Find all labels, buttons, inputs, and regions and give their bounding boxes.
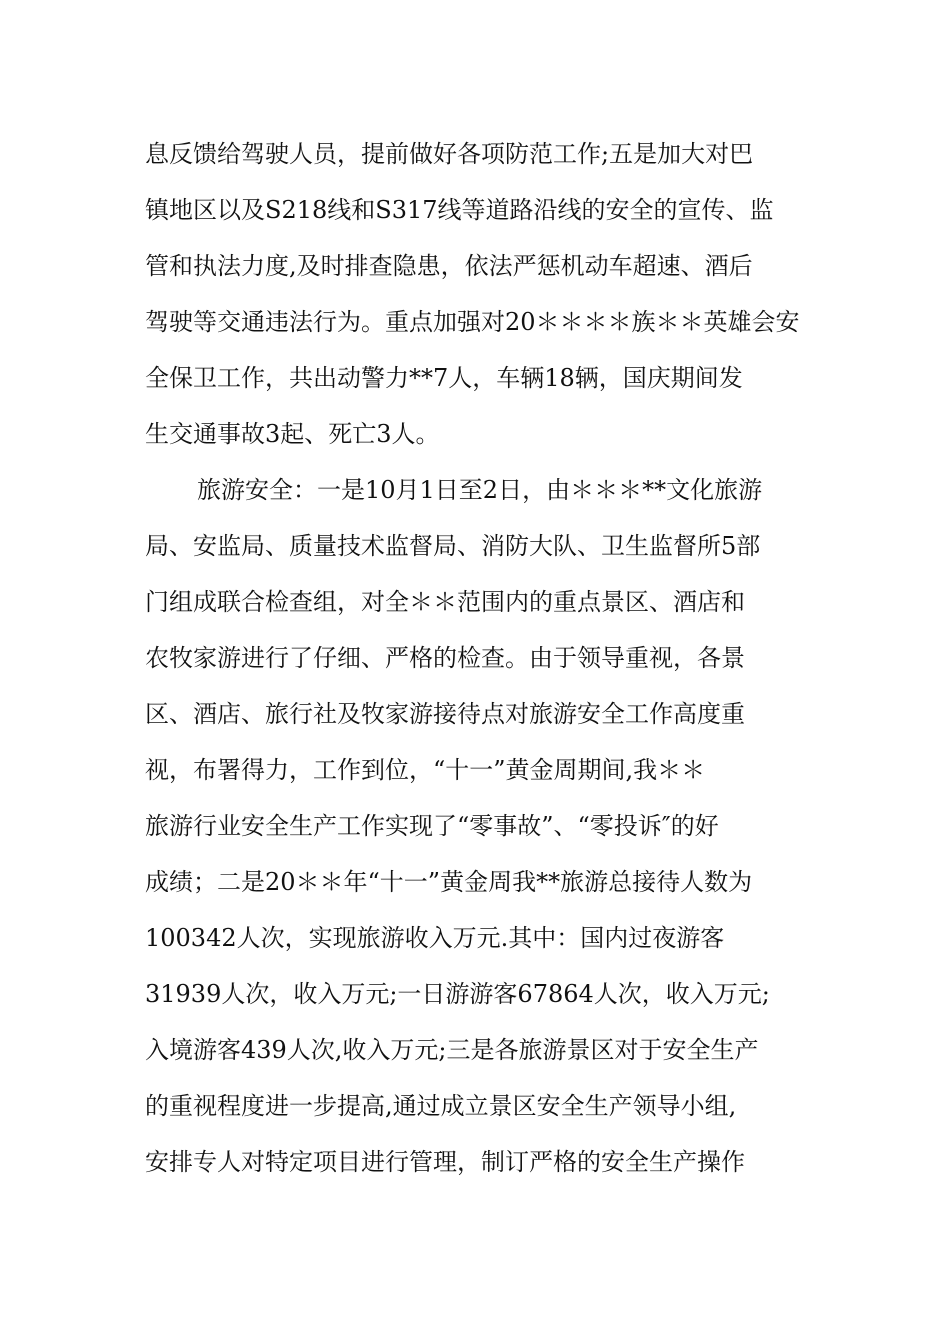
text-line: 区、酒店、旅行社及牧家游接待点对旅游安全工作高度重 xyxy=(145,700,745,728)
text-line: 入境游客439人次,收入万元;三是各旅游景区对于安全生产 xyxy=(145,1036,759,1064)
text-line: 生交通事故3起、死亡3人。 xyxy=(145,420,440,448)
text-line: 旅游安全：一是10月1日至2日，由＊＊＊**文化旅游 xyxy=(197,476,763,504)
paragraph-traffic-safety xyxy=(145,126,815,462)
text-line: 视，布署得力，工作到位，“十一”黄金周期间,我＊＊ xyxy=(145,756,706,784)
text-line: 100342人次，实现旅游收入万元.其中：国内过夜游客 xyxy=(145,924,725,952)
text-line: 管和执法力度,及时排查隐患，依法严惩机动车超速、酒后 xyxy=(145,252,753,280)
text-line: 农牧家游进行了仔细、严格的检查。由于领导重视，各景 xyxy=(145,644,745,672)
text-line: 旅游行业安全生产工作实现了“零事故”、“零投诉″的好 xyxy=(145,812,719,840)
text-line: 局、安监局、质量技术监督局、消防大队、卫生监督所5部 xyxy=(145,532,761,560)
text-line: 镇地区以及S218线和S317线等道路沿线的安全的宣传、监 xyxy=(145,196,774,224)
text-line: 全保卫工作，共出动警力**7人，车辆18辆，国庆期间发 xyxy=(145,364,743,392)
text-line: 驾驶等交通违法行为。重点加强对20＊＊＊＊族＊＊英雄会安 xyxy=(145,308,800,336)
paragraph-tourism-safety xyxy=(145,462,815,1190)
document-body xyxy=(145,126,815,1190)
text-line: 成绩；二是20＊＊年“十一”黄金周我**旅游总接待人数为 xyxy=(145,868,753,896)
text-line: 息反馈给驾驶人员，提前做好各项防范工作;五是加大对巴 xyxy=(145,140,754,168)
text-line: 安排专人对特定项目进行管理，制订严格的安全生产操作 xyxy=(145,1148,745,1176)
text-line: 31939人次，收入万元;一日游游客67864人次，收入万元; xyxy=(145,980,770,1008)
text-line: 门组成联合检查组，对全＊＊范围内的重点景区、酒店和 xyxy=(145,588,745,616)
text-line: 的重视程度进一步提高,通过成立景区安全生产领导小组, xyxy=(145,1092,737,1120)
